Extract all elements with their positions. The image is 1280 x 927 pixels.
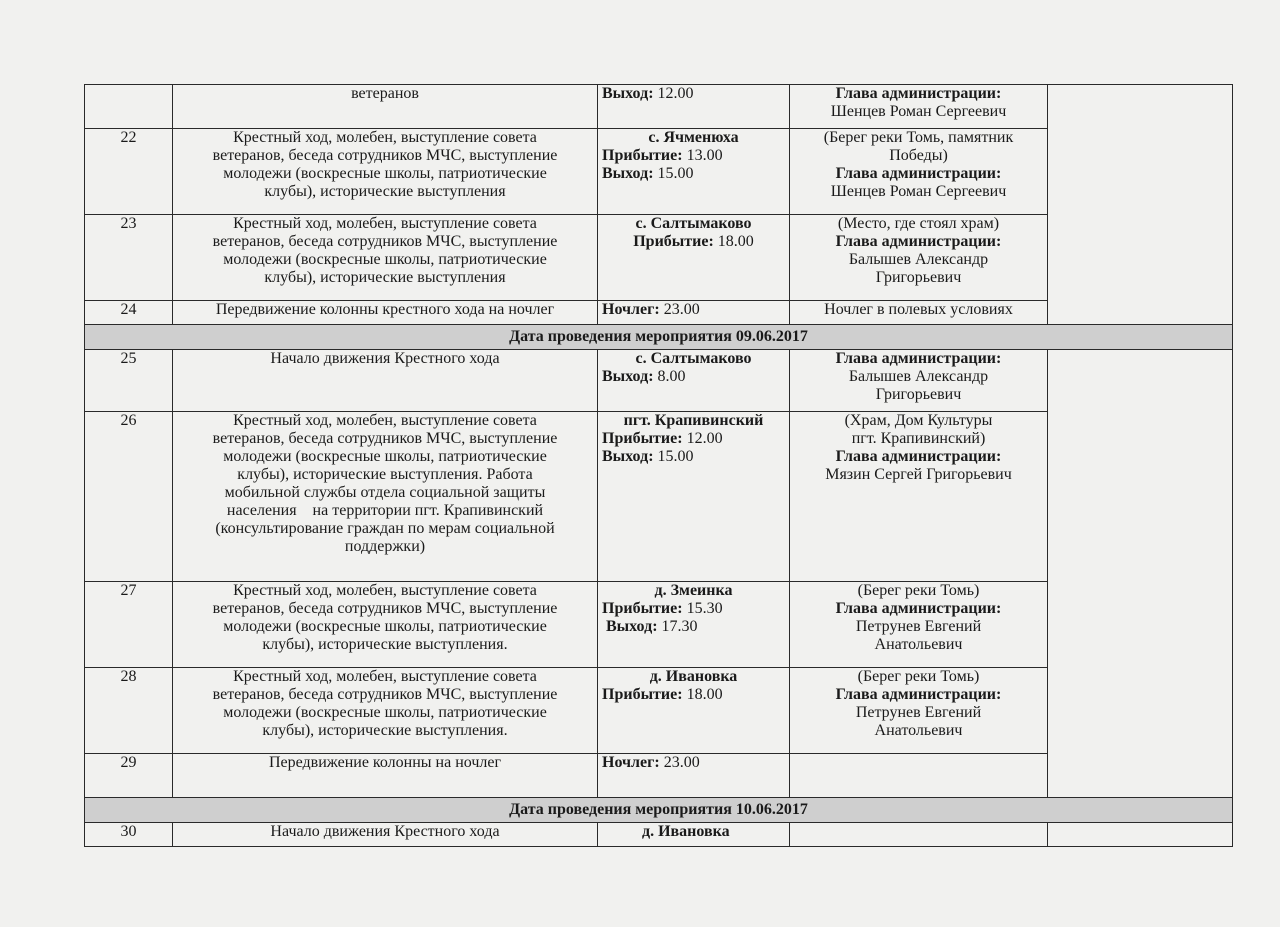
activity-cell: Передвижение колонны крестного хода на ночлег [173,301,598,325]
date-header-row [85,325,1233,350]
activity-cell [173,129,598,215]
time-cell [598,350,790,412]
activity-line: поддержки) [344,538,426,555]
time-cell [598,85,790,129]
location-cell [790,823,1048,847]
activity-line: Крестный ход, молебен, выступление совета [233,582,537,599]
activity-line: молодежи (воскресные школы, патриотические [223,251,547,268]
location-cell [790,412,1048,582]
arrival-value: 12.00 [682,430,723,447]
activity-line: молодежи (воскресные школы, патриотические [223,618,547,635]
activity-cell [173,412,598,582]
location-cell [790,668,1048,754]
activity-line: молодежи (воскресные школы, патриотические [223,165,547,182]
row-number-cell: 26 [85,412,173,582]
time-cell [598,129,790,215]
activity-line: Крестный ход, молебен, выступление совета [233,668,537,685]
arrival-value: 13.00 [682,147,723,164]
time-cell [598,668,790,754]
activity-cell: Начало движения Крестного хода [173,823,598,847]
row-number-cell: 24 [85,301,173,325]
activity-line: молодежи (воскресные школы, патриотические [223,704,547,721]
activity-line: ветеранов, беседа сотрудников МЧС, выступление [212,686,558,703]
event-date-heading: Дата проведения мероприятия 09.06.2017 [85,325,1233,350]
activity-text: ветеранов [351,85,419,102]
activity-line: клубы), исторические выступления. [262,722,508,739]
activity-line: Крестный ход, молебен, выступление совета [233,129,537,146]
activity-cell: Передвижение колонны на ночлег [173,754,598,798]
arrival-label: Прибытие: [602,430,683,447]
location-cell [790,85,1048,129]
arrival-label: Прибытие: [602,147,683,164]
time-cell [598,754,790,798]
departure-label: Выход: [602,165,654,182]
location-cell [790,582,1048,668]
location-note: (Берег реки Томь) [857,668,980,685]
location-note: (Берег реки Томь, памятник [823,129,1014,146]
activity-cell [173,582,598,668]
head-name: Петрунев Евгений [855,618,982,635]
location-cell [790,350,1048,412]
row-number-cell: 23 [85,215,173,301]
arrival-value: 18.00 [682,686,723,703]
activity-cell [173,668,598,754]
village-name: с. Салтымаково [635,215,752,232]
row-number-cell [85,85,173,129]
departure-label: Выход: [602,368,654,385]
location-cell: Ночлег в полевых условиях [790,301,1048,325]
location-note: пгт. Крапивинский) [851,430,986,447]
time-value: 12.00 [653,85,694,102]
activity-line: ветеранов, беседа сотрудников МЧС, выступление [212,147,558,164]
departure-label: Выход: [606,618,658,635]
document-page [84,84,1232,847]
row-number-cell: 25 [85,350,173,412]
arrival-value: 18.00 [713,233,754,250]
head-label: Глава администрации: [835,448,1002,465]
activity-line: мобильной службы отдела социальной защиты [224,484,546,501]
departure-value: 17.30 [657,618,698,635]
head-name: Шенцев Роман Сергеевич [830,183,1007,200]
arrival-label: Прибытие: [602,600,683,617]
head-name: Балышев Александр [848,368,989,385]
activity-line: населения на территории пгт. Крапивинский [226,502,544,519]
location-note: (Место, где стоял храм) [837,215,1000,232]
head-label: Глава администрации: [835,600,1002,617]
overnight-label: Ночлег: [602,301,660,318]
location-cell [790,129,1048,215]
head-label: Глава администрации: [835,686,1002,703]
row-number-cell: 27 [85,582,173,668]
location-note: Победы) [889,147,948,164]
activity-line: Крестный ход, молебен, выступление совета [233,215,537,232]
row-number-cell: 22 [85,129,173,215]
time-cell [598,301,790,325]
head-name: Григорьевич [875,269,962,286]
activity-line: клубы), исторические выступления. Работа [237,466,533,483]
time-label: Выход: [602,85,654,102]
activity-line: ветеранов, беседа сотрудников МЧС, выступление [212,600,558,617]
head-name: Анатольевич [874,722,963,739]
activity-line: ветеранов, беседа сотрудников МЧС, выступление [212,430,558,447]
activity-cell [173,85,598,129]
row-number-cell: 28 [85,668,173,754]
event-date-heading: Дата проведения мероприятия 10.06.2017 [85,798,1233,823]
activity-line: Крестный ход, молебен, выступление совета [233,412,537,429]
departure-label: Выход: [602,448,654,465]
row-number-cell: 30 [85,823,173,847]
arrival-label: Прибытие: [633,233,714,250]
head-label: Глава администрации: [835,233,1002,250]
departure-value: 8.00 [653,368,686,385]
table-row [85,85,1233,129]
time-cell [598,582,790,668]
activity-line: молодежи (воскресные школы, патриотические [223,448,547,465]
activity-cell [173,215,598,301]
arrival-value: 15.30 [682,600,723,617]
notes-cell [1048,350,1233,798]
departure-value: 15.00 [653,448,694,465]
activity-line: клубы), исторические выступления. [262,636,508,653]
head-label: Глава администрации: [835,85,1002,102]
village-name: д. Ивановка [649,668,738,685]
activity-line: (консультирование граждан по мерам социальной [215,520,555,537]
head-name: Григорьевич [875,386,962,403]
head-name: Мязин Сергей Григорьевич [825,466,1012,483]
activity-cell: Начало движения Крестного хода [173,350,598,412]
arrival-label: Прибытие: [602,686,683,703]
village-name: д. Змеинка [654,582,733,599]
overnight-value: 23.00 [659,754,700,771]
location-cell [790,754,1048,798]
time-cell [598,412,790,582]
overnight-label: Ночлег: [602,754,660,771]
head-name: Петрунев Евгений [855,704,982,721]
village-name: с. Салтымаково [635,350,752,367]
head-name: Анатольевич [874,636,963,653]
time-cell: д. Ивановка [598,823,790,847]
village-name: пгт. Крапивинский [623,412,764,429]
head-name: Балышев Александр [848,251,989,268]
departure-value: 15.00 [653,165,694,182]
notes-cell [1048,85,1233,325]
activity-line: клубы), исторические выступления [264,183,506,200]
head-label: Глава администрации: [835,350,1002,367]
row-number-cell: 29 [85,754,173,798]
location-note: (Храм, Дом Культуры [844,412,993,429]
overnight-value: 23.00 [659,301,700,318]
activity-line: ветеранов, беседа сотрудников МЧС, выступление [212,233,558,250]
head-label: Глава администрации: [835,165,1002,182]
village-name: с. Ячменюха [648,129,739,146]
location-cell [790,215,1048,301]
event-schedule-table [84,84,1233,847]
notes-cell [1048,823,1233,847]
date-header-row [85,798,1233,823]
location-note: (Берег реки Томь) [857,582,980,599]
activity-line: клубы), исторические выступления [264,269,506,286]
table-row [85,823,1233,847]
time-cell [598,215,790,301]
head-name: Шенцев Роман Сергеевич [830,103,1007,120]
table-row [85,350,1233,412]
